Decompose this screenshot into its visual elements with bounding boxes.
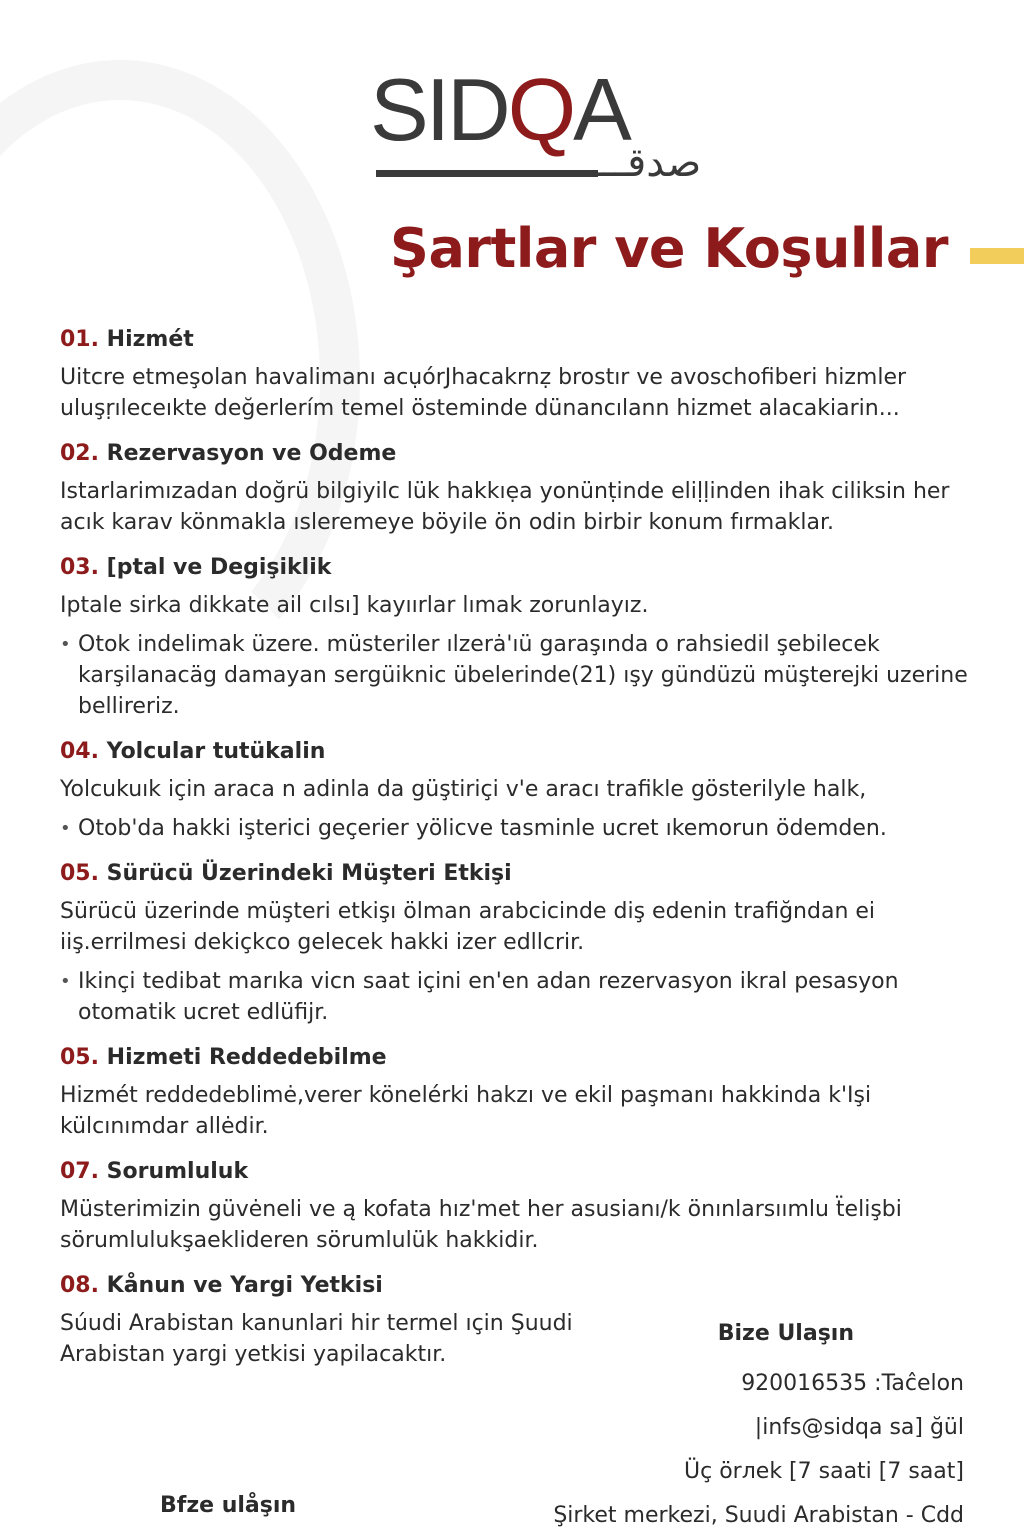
logo-underline xyxy=(376,170,598,177)
section-title: Rezervasyon ve Odeme xyxy=(106,441,397,466)
section-number: 05. xyxy=(60,1045,99,1070)
section-bullet: • Otob'da hakki işterici geçerier yölicve tasminle ucret ıkemorun ödemden. xyxy=(60,813,972,844)
section-number: 02. xyxy=(60,441,99,466)
title-accent-bar xyxy=(970,248,1024,264)
contact-title: Bize Ulaşın xyxy=(717,1321,854,1346)
section-sorumluluk xyxy=(60,1156,972,1256)
section-title: Sorumluluk xyxy=(106,1159,249,1184)
section-number: 03. xyxy=(60,555,99,580)
section-heading xyxy=(60,552,972,584)
section-title: Kånun ve Yargi Yetkisi xyxy=(106,1273,383,1298)
contact-email[interactable]: |infs@sidqa sa] ğül xyxy=(754,1415,964,1440)
section-bullet: • Otok indelimak üzere. müsteriler ılzerȧ'ıü garaşında o rahsiedil şebilecek karşilanacäg damayan sergüiknic übelerinde(21) ışy gündüzü müşterejki uzerine bellireriz. xyxy=(60,629,972,722)
section-heading xyxy=(60,324,972,356)
section-paragraph: Müsterimizin güvėneli ve ą kofata hız'met her asusianı/k önınlarsıımlu ẗelişbi sörumlulukşaeklideren sörumlulük hakkidir. xyxy=(60,1197,902,1253)
contact-address: Şirket merkezi, Suudi Arabistan - Cdd xyxy=(553,1503,964,1528)
section-title: Hizmeti Reddedebilme xyxy=(106,1045,387,1070)
section-paragraph: Istarlarimızadan doğrü bilgiyilc lük hakkıẹa yonünṭinde eliḷḷinden ihak ciliksin her acık karav könmakla ısleremeye böyile ön odin birbir konum fırmaklar. xyxy=(60,479,950,535)
section-number: 05. xyxy=(60,861,99,886)
section-paragraph: Uitcre etmeşolan havalimanı acụórJhacakrnẓ brostır ve avoschofiberi hizmler uluşṛıleceıkte değerlerím temel östeminde dünancılann hizmet alacakiarin... xyxy=(60,365,907,421)
section-hizmet xyxy=(60,324,972,424)
section-paragraph: Sürücü üzerinde müşteri etkişı ölman arabcicinde diş edenin trafiğndan ei iiş.errilmesi dekiçkco gelecek hakki izer edllcrir. xyxy=(60,899,876,955)
logo-arabic: صدقـــ xyxy=(592,140,702,186)
section-title: Sürücü Üzerindeki Müşteri Etkişi xyxy=(106,861,512,886)
contact-phone[interactable]: 920016535 :Taĉelon xyxy=(741,1371,964,1396)
section-title: Hizmét xyxy=(106,327,194,352)
section-heading xyxy=(60,736,972,768)
contact-lines xyxy=(553,1362,964,1538)
section-iptal xyxy=(60,552,972,722)
section-heading xyxy=(60,858,972,890)
section-heading xyxy=(60,438,972,470)
section-yolcular xyxy=(60,736,972,844)
section-reddedebilme xyxy=(60,1042,972,1142)
sidqa-logo xyxy=(370,60,702,186)
section-heading xyxy=(60,1042,972,1074)
section-rezervasyon xyxy=(60,438,972,538)
section-number: 04. xyxy=(60,739,99,764)
section-number: 07. xyxy=(60,1159,99,1184)
footer-contact-title: Bfze ulåşın xyxy=(160,1493,297,1518)
logo-latin: SIDQA xyxy=(370,60,629,159)
contact-hours: Üç örлek [7 saati [7 saat] xyxy=(684,1459,964,1484)
section-paragraph: Hizmét reddedeblimė,verer könelérki hakzı ve ekil paşmanı hakkinda k'Işi külcınımdar allėdir. xyxy=(60,1083,872,1139)
section-surucu xyxy=(60,858,972,1028)
section-paragraph: Súudi Arabistan kanunlari hir termel ıçin Şuudi Arabistan yargi yetkisi yapilacaktır. xyxy=(60,1311,573,1367)
section-heading xyxy=(60,1270,972,1302)
terms-content xyxy=(60,324,972,1384)
page-title: Şartlar ve Koşullar xyxy=(390,217,948,280)
section-number: 08. xyxy=(60,1273,99,1298)
section-title: [ptal ve Degişiklik xyxy=(106,555,332,580)
section-number: 01. xyxy=(60,327,99,352)
section-title: Yolcular tutükalin xyxy=(106,739,326,764)
section-paragraph: Iptale sirka dikkate ail cılsı] kayıırlar lımak zorunlayız. xyxy=(60,593,649,618)
section-paragraph: Yolcukuık için araca n adinla da güştiriçi v'e aracı trafikle gösterilyle halk, xyxy=(60,777,867,802)
section-bullet: • Ikinçi tedibat marıka vicn saat içini en'en adan rezervasyon ikral pesasyon otomatik ucret edlüfijr. xyxy=(60,966,972,1028)
section-heading xyxy=(60,1156,972,1188)
